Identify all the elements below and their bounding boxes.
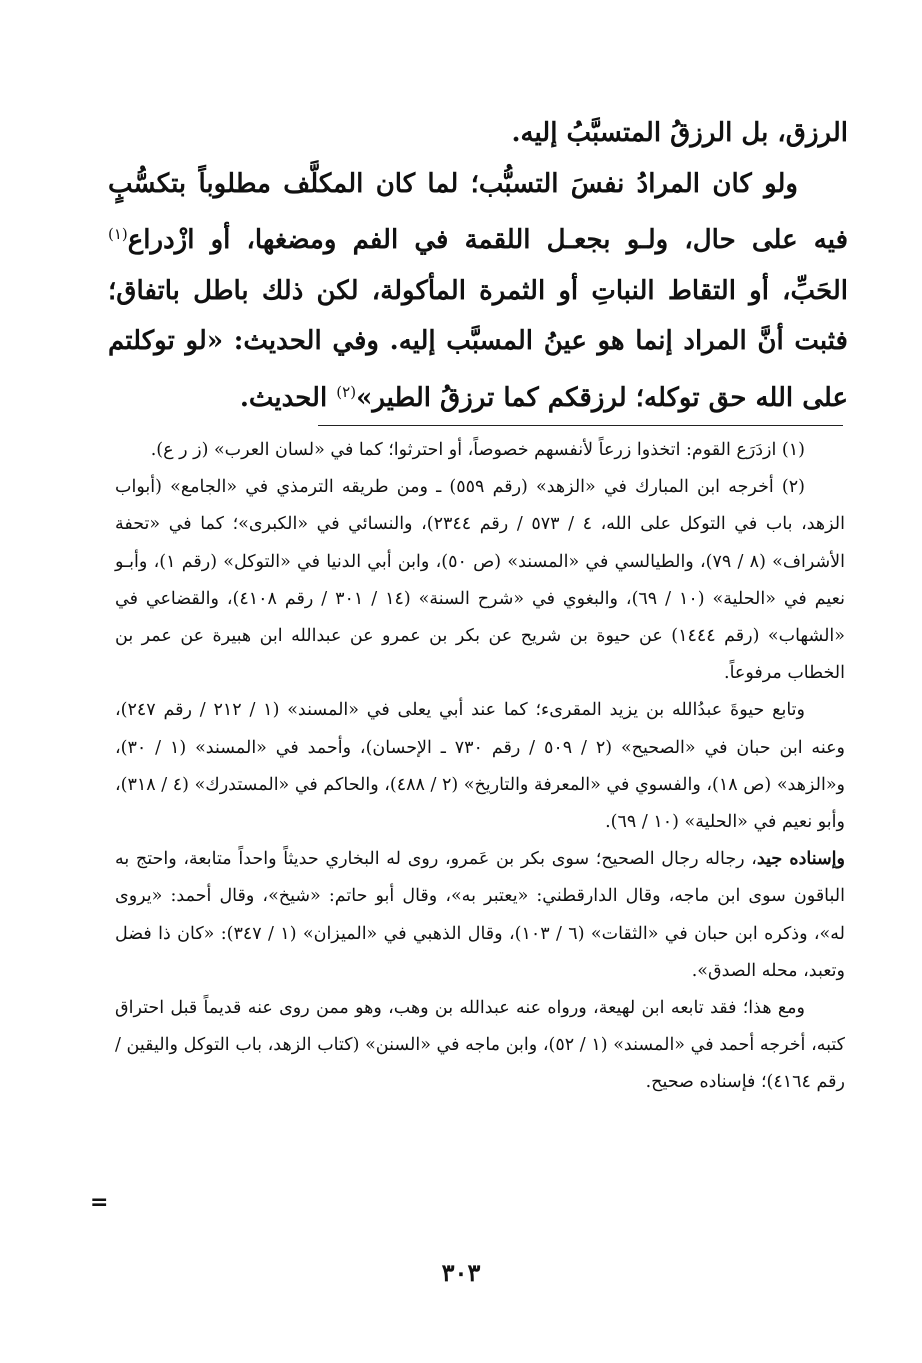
paragraph-2-part-b: الحَبِّ، أو التقاط النباتِ أو الثمرة المأكولة، لكن ذلك باطل باتفاق؛ فثبت أنَّ المراد إنما هو عينُ المسبَّب إليه. وفي الحديث: «لو توكلتم على الله حق توكله؛ لرزقكم كما ترزقُ الطير» [108,275,848,413]
footnote-2-paragraph-2: وتابع حيوةَ عبدُالله بن يزيد المقرىء؛ كما عند أبي يعلى في «المسند» (١ / ٢١٢ / رقم ٢٤٧)، وعنه ابن حبان في «الصحيح» (٢ / ٥٠٩ / رقم ٧٣٠ ـ الإحسان)، وأحمد في «المسند» (١ / ٣٠)، و«الزهد» (ص ١٨)، والفسوي في «المعرفة والتاريخ» (٢ / ٤٨٨)، والحاكم في «المستدرك» (٤ / ٣١٨)، وأبو نعيم في «الحلية» (١٠ / ٦٩). [115,700,845,833]
footnote-2-paragraph-4: ومع هذا؛ فقد تابعه ابن لهيعة، ورواه عنه عبدالله بن وهب، وهو ممن روى عنه قديماً قبل احتراق كتبه، أخرجه أحمد في «المسند» (١ / ٥٢)، وابن ماجه في «السنن» (كتاب الزهد، باب التوكل واليقين / رقم ٤١٦٤)؛ فإسناده صحيح. [115,998,845,1093]
footnote-ref-2: (٢) [336,382,357,401]
isnad-details: ، رجاله رجال الصحيح؛ سوى بكر بن عَمرو، روى له البخاري حديثاً واحداً متابعة، واحتج به الباقون سوى ابن ماجه، وقال الدارقطني: «يعتبر به»، وقال أبو حاتم: «شيخ»، وقال أحمد: «يروى له»، وذكره ابن حبان في «الثقات» (٦ / ١٠٣)، وقال الذهبي في «الميزان» (١ / ٣٤٧): «كان ذا فضل وتعبد، محله الصدق». [115,849,845,981]
main-text [108,108,848,423]
main-line-1: الرزق، بل الرزقُ المتسبَّبُ إليه. [511,118,848,148]
isnad-grading: وإسناده جيد [756,849,845,870]
footnote-2-paragraph-3 [115,841,845,990]
footnote-2: (٢) أخرجه ابن المبارك في «الزهد» (رقم ٥٥٩) ـ ومن طريقه الترمذي في «الجامع» (أبواب الزهد، باب في التوكل على الله، ٤ / ٥٧٣ / رقم ٢٣٤٤)، والنسائي في «الكبرى»؛ كما في «تحفة الأشراف» (٨ / ٧٩)، والطيالسي في «المسند» (ص ٥٠)، وابن أبي الدنيا في «التوكل» (رقم ١)، وأبـو نعيم في «الحلية» (١٠ / ٦٩)، والبغوي في «شرح السنة» (١٤ / ٣٠١ / رقم ٤١٠٨)، والقضاعي في «الشهاب» (رقم ١٤٤٤) عن حيوة بن شريح عن بكر بن عمرو عن عبدالله ابن هبيرة عن عمر بن الخطاب مرفوعاً. [115,477,846,684]
continuation-mark: = [90,1190,109,1215]
footnotes [115,432,845,1102]
footnote-ref-1: (١) [108,225,128,243]
footnote-1: (١) ازدَرَع القوم: اتخذوا زرعاً لأنفسهم خصوصاً، أو احترثوا؛ كما في «لسان العرب» (ز ر ع). [150,440,805,460]
footnote-separator [318,425,843,426]
page-number: ٣٠٣ [441,1258,481,1287]
main-paragraph-2 [108,159,848,424]
paragraph-2-part-a: ولو كان المرادُ نفسَ التسبُّب؛ لما كان المكلَّف مطلوباً بتكسُّبٍ فيه على حال، ولـو بجعـل اللقمة في الفم ومضغها، أو ازْدراع [108,168,848,255]
paragraph-2-part-c: الحديث. [239,382,328,413]
